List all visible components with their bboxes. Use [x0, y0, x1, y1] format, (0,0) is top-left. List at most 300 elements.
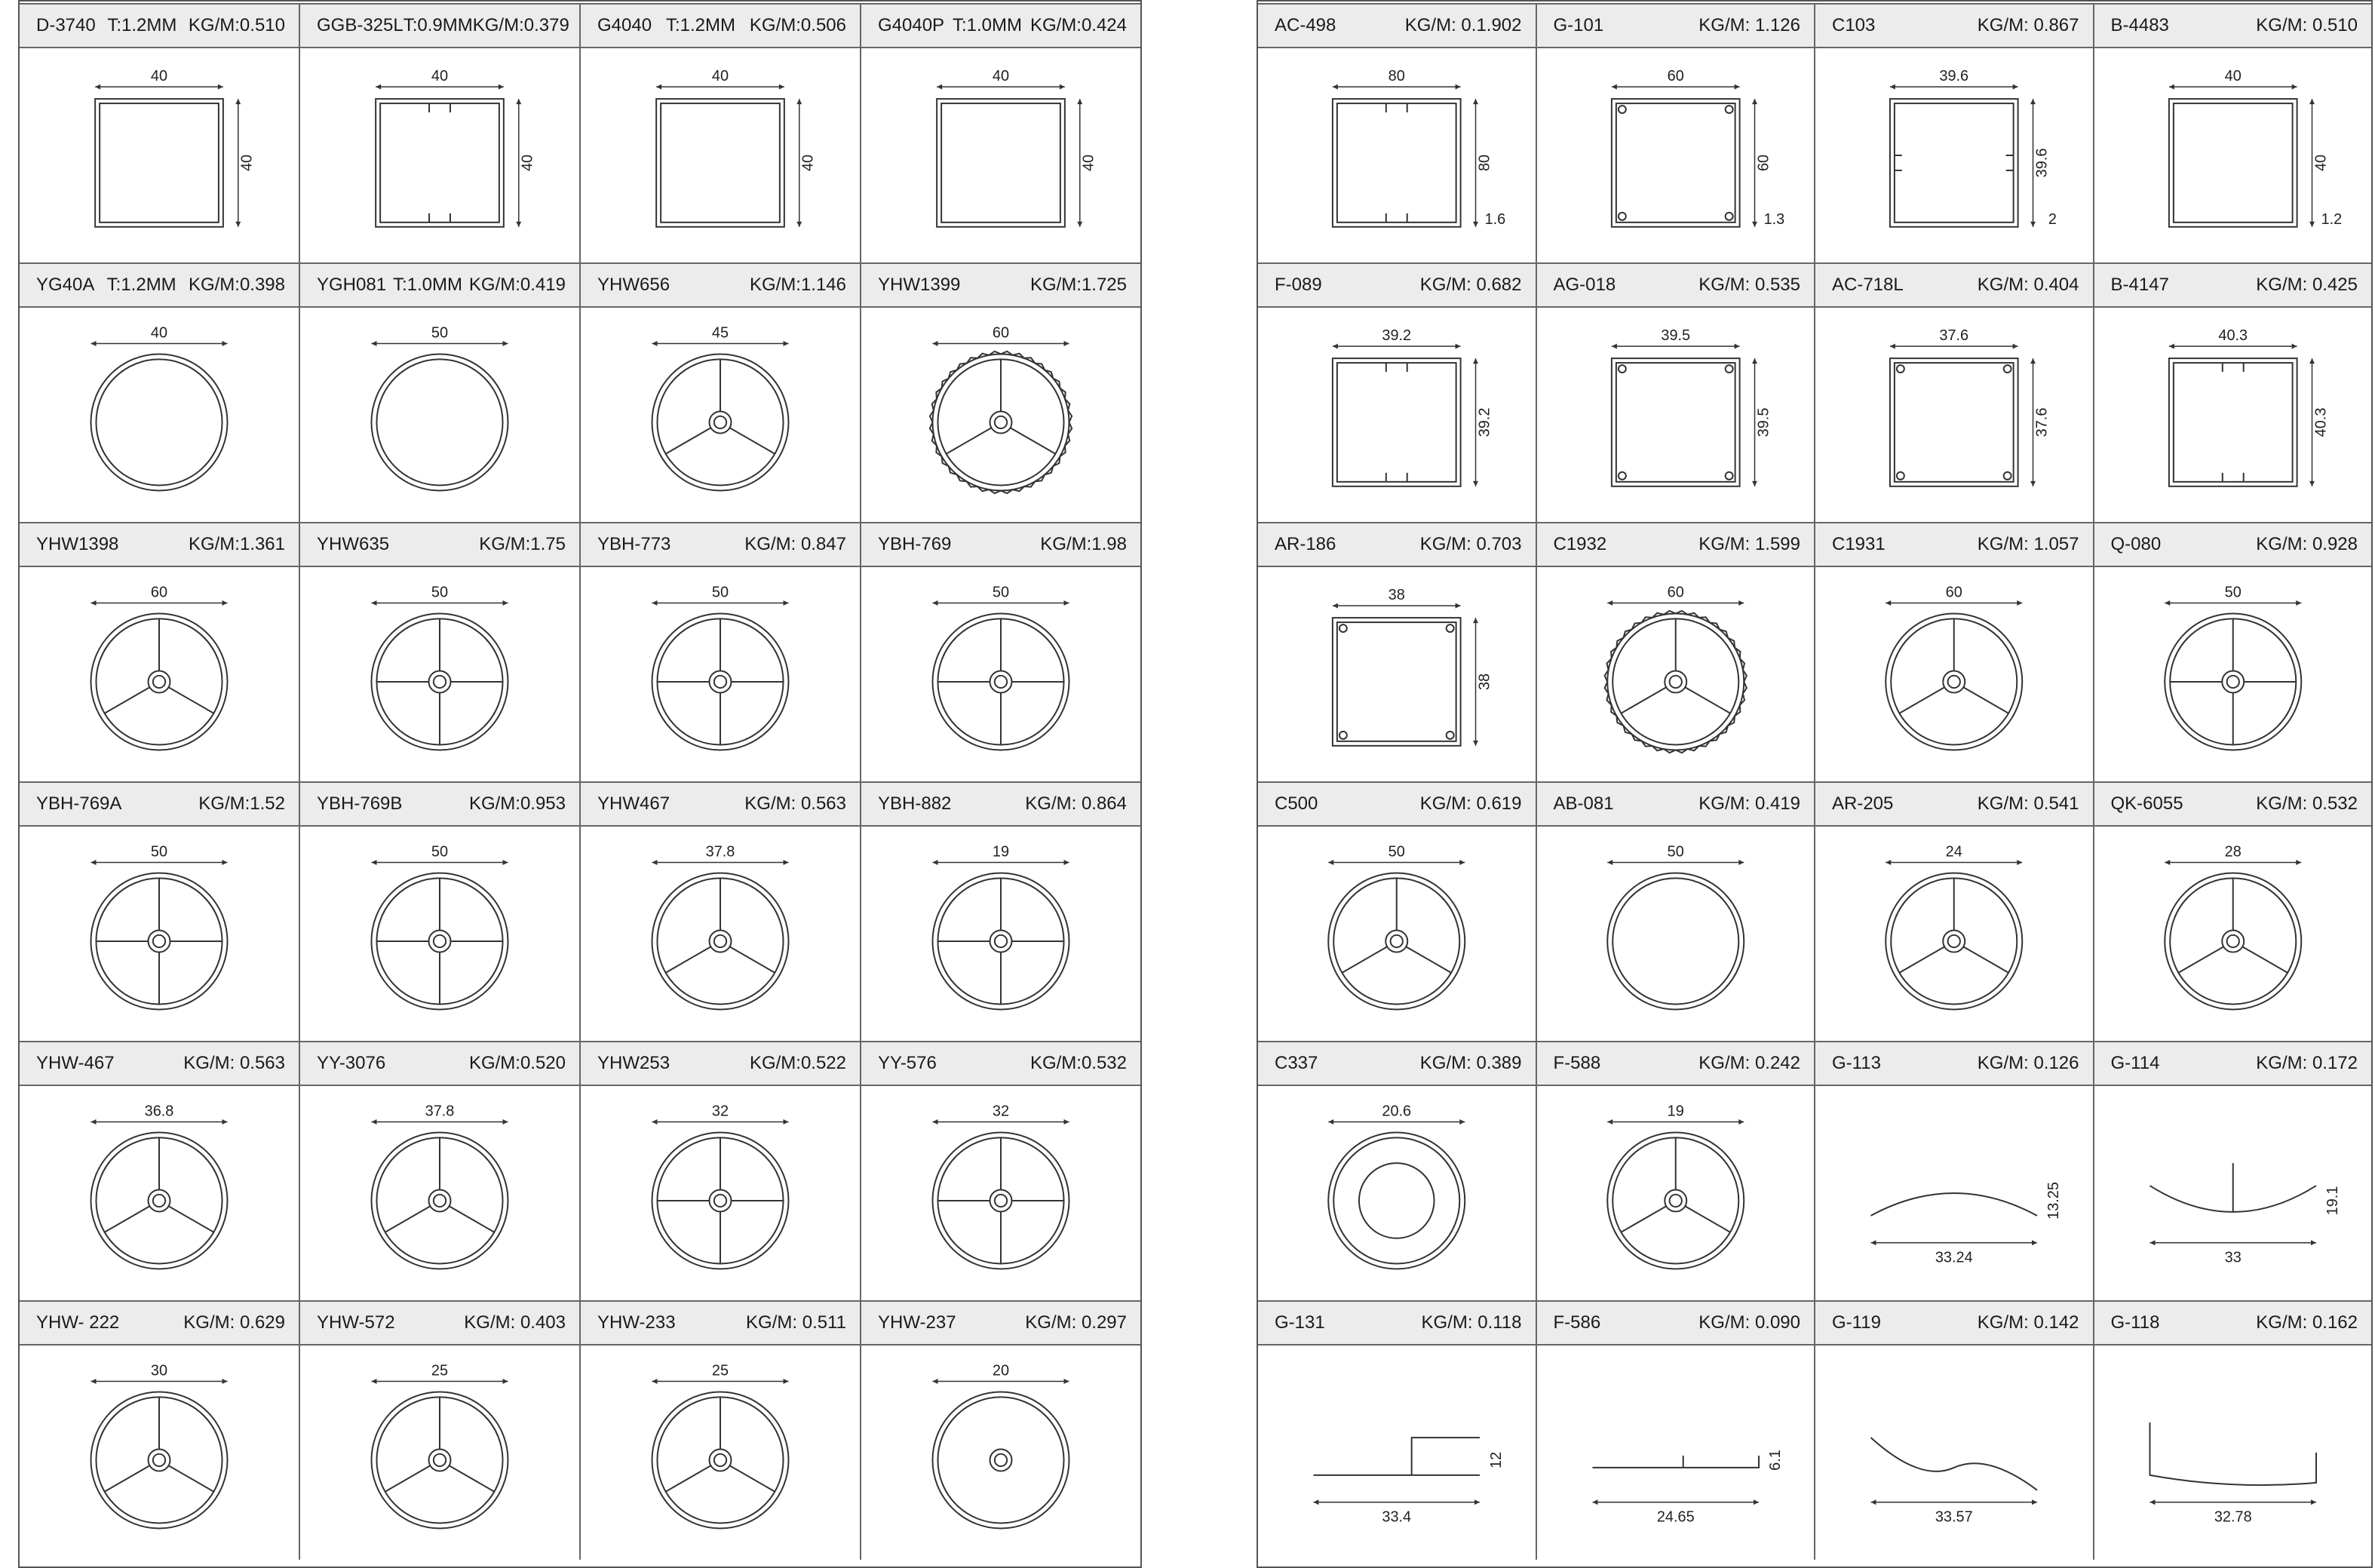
profile-header-cell	[581, 1042, 861, 1085]
profile-cross-section	[861, 308, 1140, 522]
profile-cross-section	[2094, 827, 2372, 1041]
profile-header-cell	[1537, 1302, 1816, 1344]
profile-drawing-cell	[1537, 1086, 1816, 1300]
height-dimension-label: 38	[1476, 673, 1493, 691]
profile-header-cell	[2094, 783, 2372, 825]
weight-per-meter: KG/M: 0.867	[1977, 15, 2079, 35]
width-dimension-label: 40	[431, 68, 449, 85]
profile-cross-section	[20, 48, 299, 262]
profile-drawing-cell	[861, 567, 1140, 781]
profile-header-row	[1258, 3, 2371, 48]
profile-cross-section	[581, 308, 860, 522]
profile-square-drawing	[937, 99, 1065, 227]
profile-header-row	[20, 3, 1140, 48]
diameter-dimension-label: 50	[431, 584, 449, 601]
profile-drawing-cell	[581, 1346, 861, 1560]
width-dimension-label: 60	[1667, 68, 1684, 85]
width-dimension-label: 40	[992, 68, 1010, 85]
profile-circle3-drawing	[91, 1392, 227, 1528]
profile-clip-drawing	[932, 1392, 1069, 1528]
weight-per-meter: KG/M: 1.057	[1977, 534, 2079, 554]
profile-cross-section	[1815, 308, 2093, 522]
profile-cross-section	[581, 827, 860, 1041]
profile-drawing-cell	[300, 567, 581, 781]
width-dimension-label: 24.65	[1656, 1508, 1695, 1526]
width-dimension-label: 33.24	[1935, 1249, 1973, 1266]
profile-cross-section	[2094, 48, 2372, 262]
profile-header-cell	[1815, 264, 2094, 306]
profile-code: YBH-882	[878, 793, 952, 814]
profile-header-cell	[20, 783, 300, 825]
profile-drawing-cell	[1537, 1346, 1816, 1560]
profile-header-row	[20, 522, 1140, 567]
profile-drawing-cell	[1258, 308, 1537, 522]
profile-circle3-drawing	[652, 1392, 788, 1528]
profile-square-drawing	[656, 99, 784, 227]
profile-cross-section	[300, 567, 579, 781]
profile-cross-section	[1537, 1086, 1815, 1300]
profile-code: G-118	[2110, 1312, 2160, 1333]
profile-circle-drawing	[91, 354, 227, 490]
profile-header-cell	[1815, 1302, 2094, 1344]
profile-header-cell	[581, 5, 861, 47]
profile-drawing-cell	[2094, 308, 2372, 522]
profile-scoop-drawing	[2149, 1422, 2316, 1485]
profile-code: G-114	[2110, 1053, 2160, 1073]
diameter-dimension-label: 24	[1945, 843, 1962, 861]
profile-cross-section	[1258, 1086, 1536, 1300]
profile-code: YHW-572	[317, 1312, 395, 1333]
weight-per-meter: KG/M: 0.404	[1977, 275, 2079, 295]
profile-cross-section	[1815, 827, 2093, 1041]
profile-code: F-586	[1553, 1312, 1601, 1333]
profile-drawing-cell	[1537, 827, 1816, 1041]
profile-header-cell	[1537, 264, 1816, 306]
height-dimension-label: 12	[1487, 1451, 1505, 1469]
profile-cross-section	[2094, 1086, 2372, 1300]
profile-header-cell	[2094, 5, 2372, 47]
weight-per-meter: KG/M:1.725	[1029, 275, 1127, 295]
profile-square-side-drawing	[1890, 99, 2018, 227]
diameter-dimension-label: 32	[711, 1103, 729, 1120]
profile-drawing-cell	[861, 308, 1140, 522]
weight-per-meter: KG/M: 0.126	[1977, 1053, 2079, 1073]
profile-drawing-cell	[20, 827, 300, 1041]
profile-header-cell	[2094, 1302, 2372, 1344]
weight-per-meter: KG/M: 0.162	[2256, 1312, 2358, 1333]
profile-code: YG40A	[36, 275, 95, 295]
profile-cross-section	[20, 308, 299, 522]
profile-drawing-cell	[2094, 48, 2372, 262]
diameter-dimension-label: 25	[431, 1362, 449, 1379]
profile-header-cell	[20, 523, 300, 566]
profile-cross-section	[1537, 827, 1815, 1041]
profile-header-cell	[20, 1042, 300, 1085]
profile-circle4-drawing	[932, 1132, 1069, 1269]
height-dimension-label: 37.6	[2033, 407, 2051, 437]
profile-code: AG-018	[1553, 275, 1616, 295]
weight-per-meter: KG/M: 0.297	[1025, 1312, 1127, 1333]
profile-header-cell	[581, 523, 861, 566]
profile-circle4-drawing	[371, 873, 508, 1009]
profile-header-cell	[20, 264, 300, 306]
profile-square-notch-drawing	[376, 99, 504, 227]
profile-drawing-cell	[1258, 567, 1537, 781]
height-dimension-label: 40	[238, 154, 256, 172]
profile-drawing-cell	[1258, 1086, 1537, 1300]
profile-drawing-cell	[20, 308, 300, 522]
profile-drawing-cell	[1815, 308, 2094, 522]
profile-circle4-drawing	[932, 873, 1069, 1009]
profile-header-cell	[1258, 264, 1537, 306]
diameter-dimension-label: 60	[1667, 584, 1684, 601]
profile-drawing-cell	[861, 1346, 1140, 1560]
width-dimension-label: 39.6	[1939, 68, 1969, 85]
profile-header-cell	[861, 5, 1140, 47]
weight-per-meter: KG/M:0.506	[749, 15, 846, 35]
profile-header-cell	[300, 523, 581, 566]
profile-header-row	[1258, 522, 2371, 567]
profile-drawing-row	[1258, 48, 2371, 262]
profile-circle3-drawing	[1886, 613, 2022, 750]
profile-header-cell	[1537, 1042, 1816, 1085]
width-dimension-label: 32.78	[2214, 1508, 2252, 1526]
profile-drawing-row	[1258, 308, 2371, 522]
profile-header-cell	[861, 783, 1140, 825]
profile-header-cell	[861, 1042, 1140, 1085]
width-dimension-label: 39.5	[1660, 327, 1690, 345]
profile-header-cell	[861, 1302, 1140, 1344]
profile-flat-hook-drawing	[1592, 1456, 1759, 1468]
profile-code: YHW-467	[36, 1053, 115, 1073]
diameter-dimension-label: 36.8	[144, 1103, 174, 1120]
profile-code: F-588	[1553, 1053, 1601, 1073]
diameter-dimension-label: 19	[1667, 1103, 1684, 1120]
profile-square-corner-drawing	[1890, 358, 2018, 486]
profile-code: GGB-325L	[317, 15, 404, 35]
weight-per-meter: KG/M: 0.535	[1698, 275, 1800, 295]
profile-circle4-drawing	[652, 1132, 788, 1269]
wall-thickness: T:1.0MM	[953, 15, 1023, 35]
wall-thickness: T:1.2MM	[107, 15, 177, 35]
diameter-dimension-label: 50	[711, 584, 729, 601]
profile-drawing-row	[20, 827, 1140, 1041]
profile-square-corner-drawing	[1611, 99, 1739, 227]
profile-header-cell	[1258, 783, 1537, 825]
profile-code: YBH-769	[878, 534, 952, 554]
diameter-dimension-label: 50	[150, 843, 168, 861]
weight-per-meter: KG/M: 1.599	[1698, 534, 1800, 554]
profile-drawing-cell	[300, 1346, 581, 1560]
profile-cross-section	[581, 48, 860, 262]
height-dimension-label: 40.3	[2312, 407, 2329, 437]
profile-drawing-cell	[861, 827, 1140, 1041]
profile-cross-section	[1537, 1346, 1815, 1560]
profile-cross-section	[300, 1086, 579, 1300]
weight-per-meter: KG/M: 0.511	[746, 1312, 846, 1333]
profile-header-cell	[581, 264, 861, 306]
weight-per-meter: KG/M: 0.510	[2256, 15, 2358, 35]
profile-header-cell	[1815, 783, 2094, 825]
width-dimension-label: 33.57	[1935, 1508, 1973, 1526]
width-dimension-label: 40	[711, 68, 729, 85]
profile-cross-section	[2094, 308, 2372, 522]
profile-drawing-cell	[2094, 567, 2372, 781]
profile-header-row	[1258, 1041, 2371, 1086]
profile-knurl3-drawing	[1604, 611, 1746, 753]
thickness-dimension-label: 2	[2048, 210, 2057, 228]
profile-code: AC-498	[1275, 15, 1336, 35]
profile-header-cell	[20, 1302, 300, 1344]
profile-header-cell	[1537, 783, 1816, 825]
profile-header-cell	[300, 264, 581, 306]
width-dimension-label: 40	[2224, 68, 2242, 85]
profile-drawing-cell	[581, 48, 861, 262]
profile-code: AR-186	[1275, 534, 1336, 554]
height-dimension-label: 39.5	[1754, 407, 1772, 437]
height-dimension-label: 13.25	[2045, 1182, 2062, 1220]
profile-code: YHW635	[317, 534, 390, 554]
profile-code: YHW-233	[597, 1312, 676, 1333]
weight-per-meter: KG/M: 0.532	[2256, 793, 2358, 814]
diameter-dimension-label: 37.8	[705, 843, 735, 861]
profile-cross-section	[2094, 567, 2372, 781]
profile-drawing-cell	[300, 48, 581, 262]
profile-header-cell	[20, 5, 300, 47]
wall-thickness: T:1.2MM	[665, 15, 735, 35]
profile-header-cell	[1537, 5, 1816, 47]
profile-circle4-drawing	[932, 613, 1069, 750]
profile-circle4-drawing	[652, 613, 788, 750]
profile-drawing-row	[1258, 1086, 2371, 1300]
width-dimension-label: 33.4	[1382, 1508, 1412, 1526]
profile-drawing-cell	[1258, 827, 1537, 1041]
profile-drawing-cell	[20, 567, 300, 781]
width-dimension-label: 39.2	[1382, 327, 1412, 345]
profile-cup-drawing	[2149, 1163, 2316, 1212]
profile-cross-section	[1537, 48, 1815, 262]
weight-per-meter: KG/M: 0.118	[1421, 1312, 1522, 1333]
profile-cross-section	[1258, 1346, 1536, 1560]
profile-header-row	[20, 1041, 1140, 1086]
profile-arc-drawing	[1871, 1193, 2038, 1216]
profile-cross-section	[861, 567, 1140, 781]
profile-drawing-row	[20, 308, 1140, 522]
profile-drawing-row	[1258, 827, 2371, 1041]
profile-cross-section	[20, 567, 299, 781]
wall-thickness: T:1.2MM	[106, 275, 176, 295]
weight-per-meter: KG/M: 0.703	[1419, 534, 1522, 554]
profile-cross-section	[861, 48, 1140, 262]
profile-cross-section	[1815, 48, 2093, 262]
height-dimension-label: 40	[519, 154, 536, 172]
height-dimension-label: 39.2	[1476, 407, 1493, 437]
profile-header-cell	[861, 264, 1140, 306]
weight-per-meter: KG/M: 0.864	[1025, 793, 1127, 814]
profile-header-cell	[1258, 1042, 1537, 1085]
profile-drawing-row	[20, 1086, 1140, 1300]
weight-per-meter: KG/M: 0.142	[1977, 1312, 2079, 1333]
profile-drawing-cell	[1815, 827, 2094, 1041]
profile-header-row	[20, 1300, 1140, 1346]
profile-ring3-drawing	[1886, 873, 2022, 1009]
profile-circle3-drawing	[652, 354, 788, 490]
weight-per-meter: KG/M: 1.126	[1698, 15, 1800, 35]
profile-header-cell	[2094, 264, 2372, 306]
right-catalog-sheet	[1257, 0, 2373, 1568]
weight-per-meter: KG/M: 0.847	[744, 534, 846, 554]
profile-code: AC-718L	[1832, 275, 1904, 295]
profile-drawing-cell	[20, 1086, 300, 1300]
width-dimension-label: 37.6	[1939, 327, 1969, 345]
weight-per-meter: KG/M: 0.619	[1419, 793, 1522, 814]
profile-cross-section	[20, 1086, 299, 1300]
weight-per-meter: KG/M: 0.563	[744, 793, 846, 814]
profile-code: YHW- 222	[36, 1312, 120, 1333]
profile-cross-section	[1537, 567, 1815, 781]
weight-per-meter: KG/M: 0.425	[2256, 275, 2358, 295]
profile-header-cell	[2094, 523, 2372, 566]
weight-per-meter: KG/M:0.419	[468, 275, 566, 295]
weight-per-meter: KG/M: 0.242	[1698, 1053, 1800, 1073]
profile-cross-section	[300, 827, 579, 1041]
weight-per-meter: KG/M: 0.541	[1977, 793, 2079, 814]
profile-circle-drawing	[371, 354, 508, 490]
width-dimension-label: 40.3	[2217, 327, 2248, 345]
profile-header-cell	[1815, 5, 2094, 47]
profile-code: YHW253	[597, 1053, 670, 1073]
weight-per-meter: KG/M:0.532	[1029, 1053, 1127, 1073]
profile-drawing-cell	[1258, 48, 1537, 262]
profile-circle4-drawing	[2165, 613, 2301, 750]
profile-code: YHW-237	[878, 1312, 956, 1333]
thickness-dimension-label: 1.6	[1484, 210, 1506, 228]
weight-per-meter: KG/M: 0.172	[2256, 1053, 2358, 1073]
weight-per-meter: KG/M: 0.928	[2256, 534, 2358, 554]
diameter-dimension-label: 19	[992, 843, 1010, 861]
profile-drawing-cell	[2094, 827, 2372, 1041]
profile-code: YBH-769B	[317, 793, 403, 814]
profile-code: AR-205	[1832, 793, 1894, 814]
weight-per-meter: KG/M:1.361	[188, 534, 285, 554]
profile-drawing-cell	[300, 827, 581, 1041]
profile-circle3-drawing	[652, 873, 788, 1009]
diameter-dimension-label: 20.6	[1382, 1103, 1412, 1120]
profile-code: G-101	[1553, 15, 1604, 35]
profile-code: YGH081	[317, 275, 387, 295]
profile-circle3-drawing	[1328, 873, 1465, 1009]
profile-code: G-113	[1832, 1053, 1881, 1073]
profile-drawing-cell	[1537, 48, 1816, 262]
weight-per-meter: KG/M: 0.629	[183, 1312, 285, 1333]
profile-drawing-row	[20, 567, 1140, 781]
profile-header-cell	[300, 783, 581, 825]
profile-cross-section	[581, 1086, 860, 1300]
profile-header-row	[20, 781, 1140, 827]
profile-cross-section	[1258, 827, 1536, 1041]
profile-square-notch-drawing	[2168, 358, 2297, 486]
profile-cross-section	[1815, 1086, 2093, 1300]
weight-per-meter: KG/M:1.98	[1040, 534, 1127, 554]
profile-drawing-cell	[1815, 1086, 2094, 1300]
profile-header-cell	[581, 1302, 861, 1344]
profile-drawing-row	[1258, 567, 2371, 781]
profile-code: B-4483	[2110, 15, 2169, 35]
profile-circle3-drawing	[1607, 1132, 1744, 1269]
profile-header-cell	[1815, 523, 2094, 566]
diameter-dimension-label: 40	[150, 324, 168, 342]
profile-cross-section	[581, 1346, 860, 1560]
profile-header-cell	[1815, 1042, 2094, 1085]
profile-header-cell	[1258, 523, 1537, 566]
profile-code: D-3740	[36, 15, 96, 35]
thickness-dimension-label: 1.3	[1763, 210, 1784, 228]
diameter-dimension-label: 37.8	[425, 1103, 455, 1120]
profile-header-row	[1258, 1300, 2371, 1346]
weight-per-meter: KG/M:0.424	[1029, 15, 1127, 35]
weight-per-meter: KG/M: 0.419	[1698, 793, 1800, 814]
profile-drawing-cell	[20, 1346, 300, 1560]
weight-per-meter: KG/M:1.52	[198, 793, 285, 814]
profile-cross-section	[1537, 308, 1815, 522]
profile-square-drawing	[95, 99, 223, 227]
profile-code: AB-081	[1553, 793, 1614, 814]
profile-drawing-cell	[1258, 1346, 1537, 1560]
weight-per-meter: KG/M:1.146	[749, 275, 846, 295]
profile-header-cell	[300, 1042, 581, 1085]
profile-drawing-cell	[1815, 48, 2094, 262]
profile-cross-section	[581, 567, 860, 781]
weight-per-meter: KG/M: 0.090	[1698, 1312, 1800, 1333]
weight-per-meter: KG/M:0.522	[749, 1053, 846, 1073]
weight-per-meter: KG/M: 0.682	[1419, 275, 1522, 295]
profile-circle3-drawing	[91, 1132, 227, 1269]
profile-square-drawing	[2168, 99, 2297, 227]
weight-per-meter: KG/M:0.520	[468, 1053, 566, 1073]
profile-cross-section	[2094, 1346, 2372, 1560]
diameter-dimension-label: 50	[431, 843, 449, 861]
profile-code: G-119	[1832, 1312, 1881, 1333]
profile-code: Q-080	[2110, 534, 2162, 554]
diameter-dimension-label: 32	[992, 1103, 1010, 1120]
height-dimension-label: 39.6	[2033, 148, 2051, 178]
profile-code: F-089	[1275, 275, 1322, 295]
profile-header-cell	[1258, 5, 1537, 47]
profile-drawing-cell	[300, 1086, 581, 1300]
diameter-dimension-label: 50	[1667, 843, 1684, 861]
profile-drawing-cell	[300, 308, 581, 522]
profile-code: YHW656	[597, 275, 670, 295]
weight-per-meter: KG/M:0.398	[188, 275, 285, 295]
height-dimension-label: 19.1	[2324, 1186, 2341, 1216]
profile-code: C337	[1275, 1053, 1318, 1073]
width-dimension-label: 38	[1388, 587, 1405, 604]
width-dimension-label: 40	[150, 68, 168, 85]
profile-code: YY-3076	[317, 1053, 386, 1073]
diameter-dimension-label: 28	[2224, 843, 2242, 861]
height-dimension-label: 6.1	[1766, 1450, 1784, 1471]
profile-drawing-cell	[581, 1086, 861, 1300]
profile-circle4-drawing	[91, 873, 227, 1009]
diameter-dimension-label: 60	[992, 324, 1010, 342]
profile-cross-section	[20, 827, 299, 1041]
profile-header-row	[20, 262, 1140, 308]
profile-header-row	[1258, 262, 2371, 308]
profile-code: C500	[1275, 793, 1318, 814]
profile-square-corner-drawing	[1611, 358, 1739, 486]
diameter-dimension-label: 60	[150, 584, 168, 601]
profile-header-cell	[1258, 1302, 1537, 1344]
